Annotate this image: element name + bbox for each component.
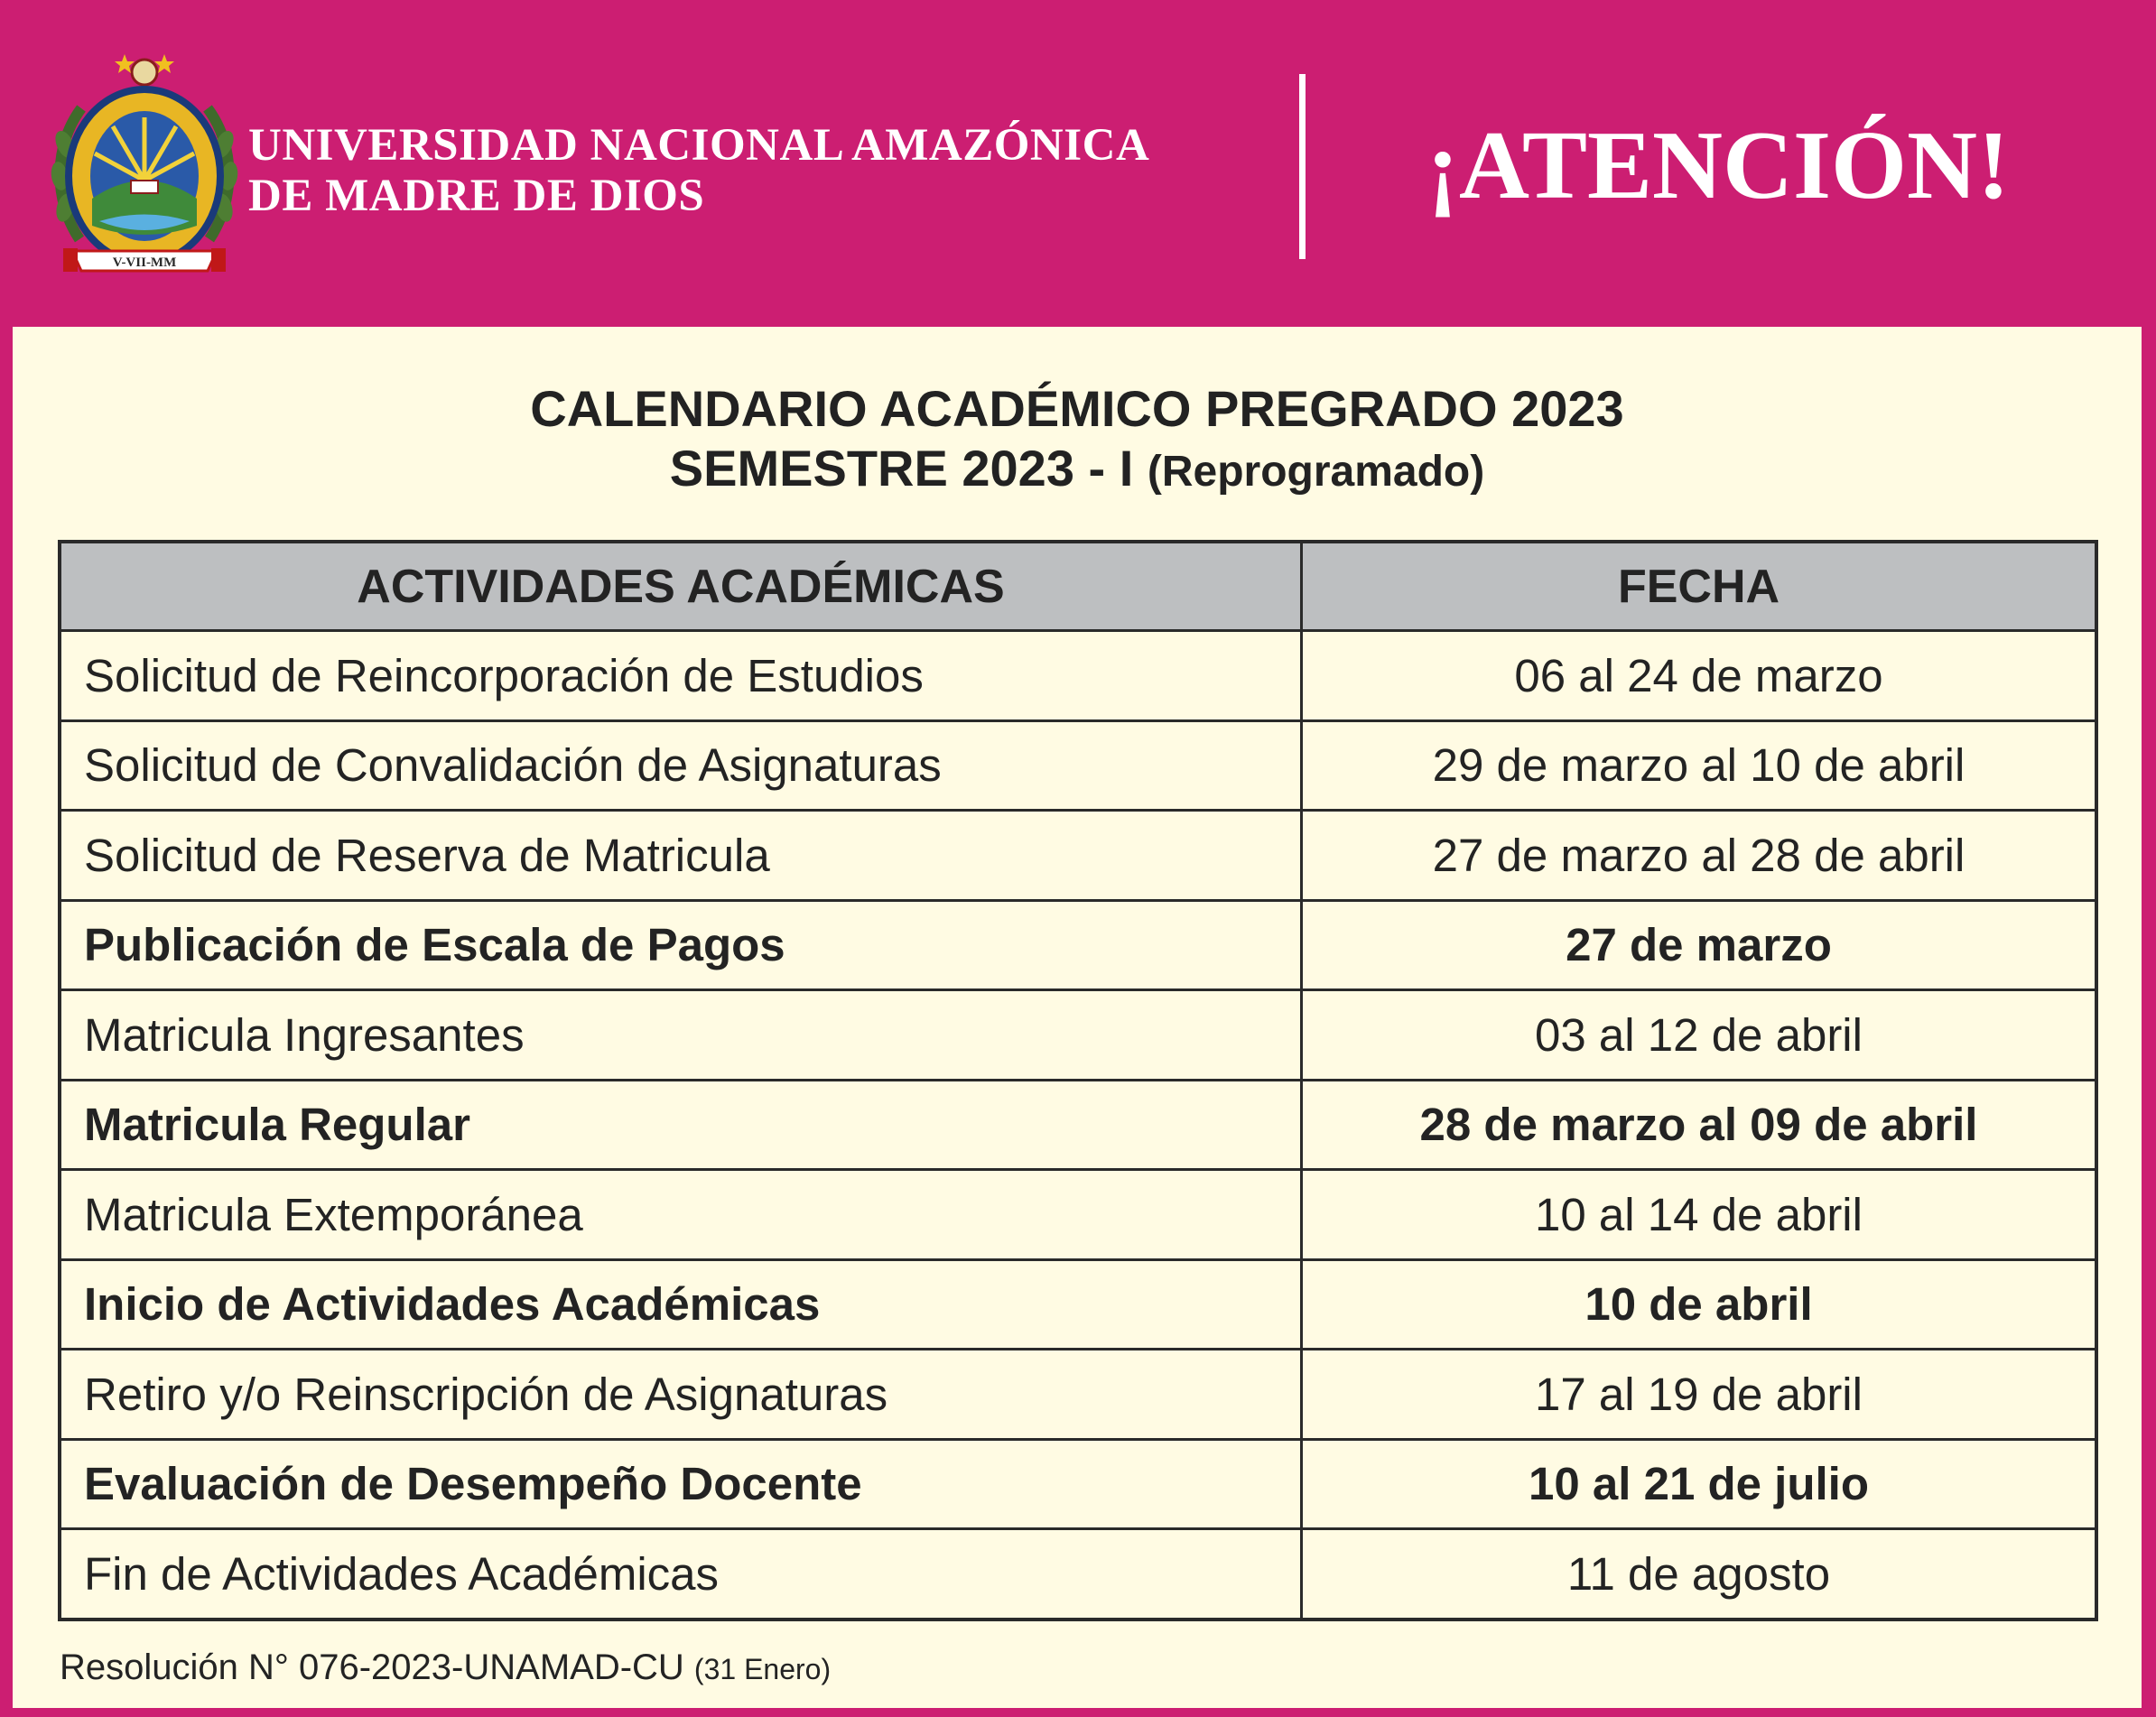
semester-label: SEMESTRE 2023 - I bbox=[669, 440, 1134, 497]
activity-cell: Evaluación de Desempeño Docente bbox=[61, 1441, 1303, 1528]
date-cell: 06 al 24 de marzo bbox=[1514, 649, 1883, 701]
svg-text:V-VII-MM: V-VII-MM bbox=[112, 255, 177, 270]
calendar-title bbox=[13, 379, 2142, 502]
date-cell: 03 al 12 de abril bbox=[1535, 1008, 1863, 1061]
table-row bbox=[61, 809, 2095, 899]
university-name-line1: UNIVERSIDAD NACIONAL AMAZÓNICA bbox=[248, 120, 1150, 171]
table-row bbox=[61, 988, 2095, 1079]
activity-cell: Matricula Ingresantes bbox=[61, 991, 1303, 1079]
activity-cell: Matricula Extemporánea bbox=[61, 1171, 1303, 1258]
activity-cell: Publicación de Escala de Pagos bbox=[61, 902, 1303, 989]
activity-cell: Solicitud de Reincorporación de Estudios bbox=[61, 632, 1303, 719]
calendar-table bbox=[58, 540, 2098, 1621]
date-cell: 27 de marzo bbox=[1566, 919, 1832, 971]
university-name bbox=[248, 120, 1149, 221]
resolution-date: (31 Enero) bbox=[693, 1653, 832, 1685]
table-row bbox=[61, 1168, 2095, 1258]
attention-heading: ¡ATENCIÓN! bbox=[1426, 112, 2010, 219]
header-date: FECHA bbox=[1617, 560, 1780, 613]
table-row bbox=[61, 1258, 2095, 1349]
table-row bbox=[61, 1527, 2095, 1618]
header-divider bbox=[1299, 74, 1306, 259]
date-cell: 29 de marzo al 10 de abril bbox=[1432, 739, 1965, 792]
table-body bbox=[61, 629, 2095, 1618]
resolution-footer bbox=[60, 1647, 831, 1688]
table-row bbox=[61, 629, 2095, 719]
date-cell: 10 al 21 de julio bbox=[1529, 1458, 1869, 1510]
date-cell: 27 de marzo al 28 de abril bbox=[1432, 829, 1965, 881]
activity-cell: Matricula Regular bbox=[61, 1081, 1303, 1169]
table-row bbox=[61, 1079, 2095, 1169]
title-line2 bbox=[13, 439, 2142, 502]
table-row bbox=[61, 719, 2095, 810]
date-cell: 10 de abril bbox=[1584, 1278, 1813, 1331]
table-row bbox=[61, 899, 2095, 989]
activity-cell: Solicitud de Convalidación de Asignaturas bbox=[61, 722, 1303, 810]
date-cell: 11 de agosto bbox=[1566, 1547, 1831, 1600]
date-cell: 28 de marzo al 09 de abril bbox=[1419, 1099, 1978, 1151]
table-row bbox=[61, 1348, 2095, 1438]
university-seal-icon bbox=[45, 45, 244, 289]
activity-cell: Solicitud de Reserva de Matricula bbox=[61, 812, 1303, 899]
header-banner bbox=[0, 0, 2156, 325]
date-cell: 10 al 14 de abril bbox=[1535, 1188, 1863, 1240]
activity-cell: Fin de Actividades Académicas bbox=[61, 1530, 1303, 1618]
title-line1: CALENDARIO ACADÉMICO PREGRADO 2023 bbox=[530, 380, 1624, 437]
activity-cell: Retiro y/o Reinscripción de Asignaturas bbox=[61, 1350, 1303, 1438]
reprogramado-label: (Reprogramado) bbox=[1147, 448, 1485, 496]
date-cell: 17 al 19 de abril bbox=[1535, 1368, 1863, 1420]
university-name-line2: DE MADRE DE DIOS bbox=[248, 171, 705, 221]
table-header-row bbox=[61, 543, 2095, 629]
calendar-panel bbox=[13, 327, 2142, 1708]
header-activities: ACTIVIDADES ACADÉMICAS bbox=[61, 543, 1303, 629]
activity-cell: Inicio de Actividades Académicas bbox=[61, 1261, 1303, 1349]
resolution-number: Resolución N° 076-2023-UNAMAD-CU bbox=[60, 1647, 684, 1687]
table-row bbox=[61, 1438, 2095, 1528]
